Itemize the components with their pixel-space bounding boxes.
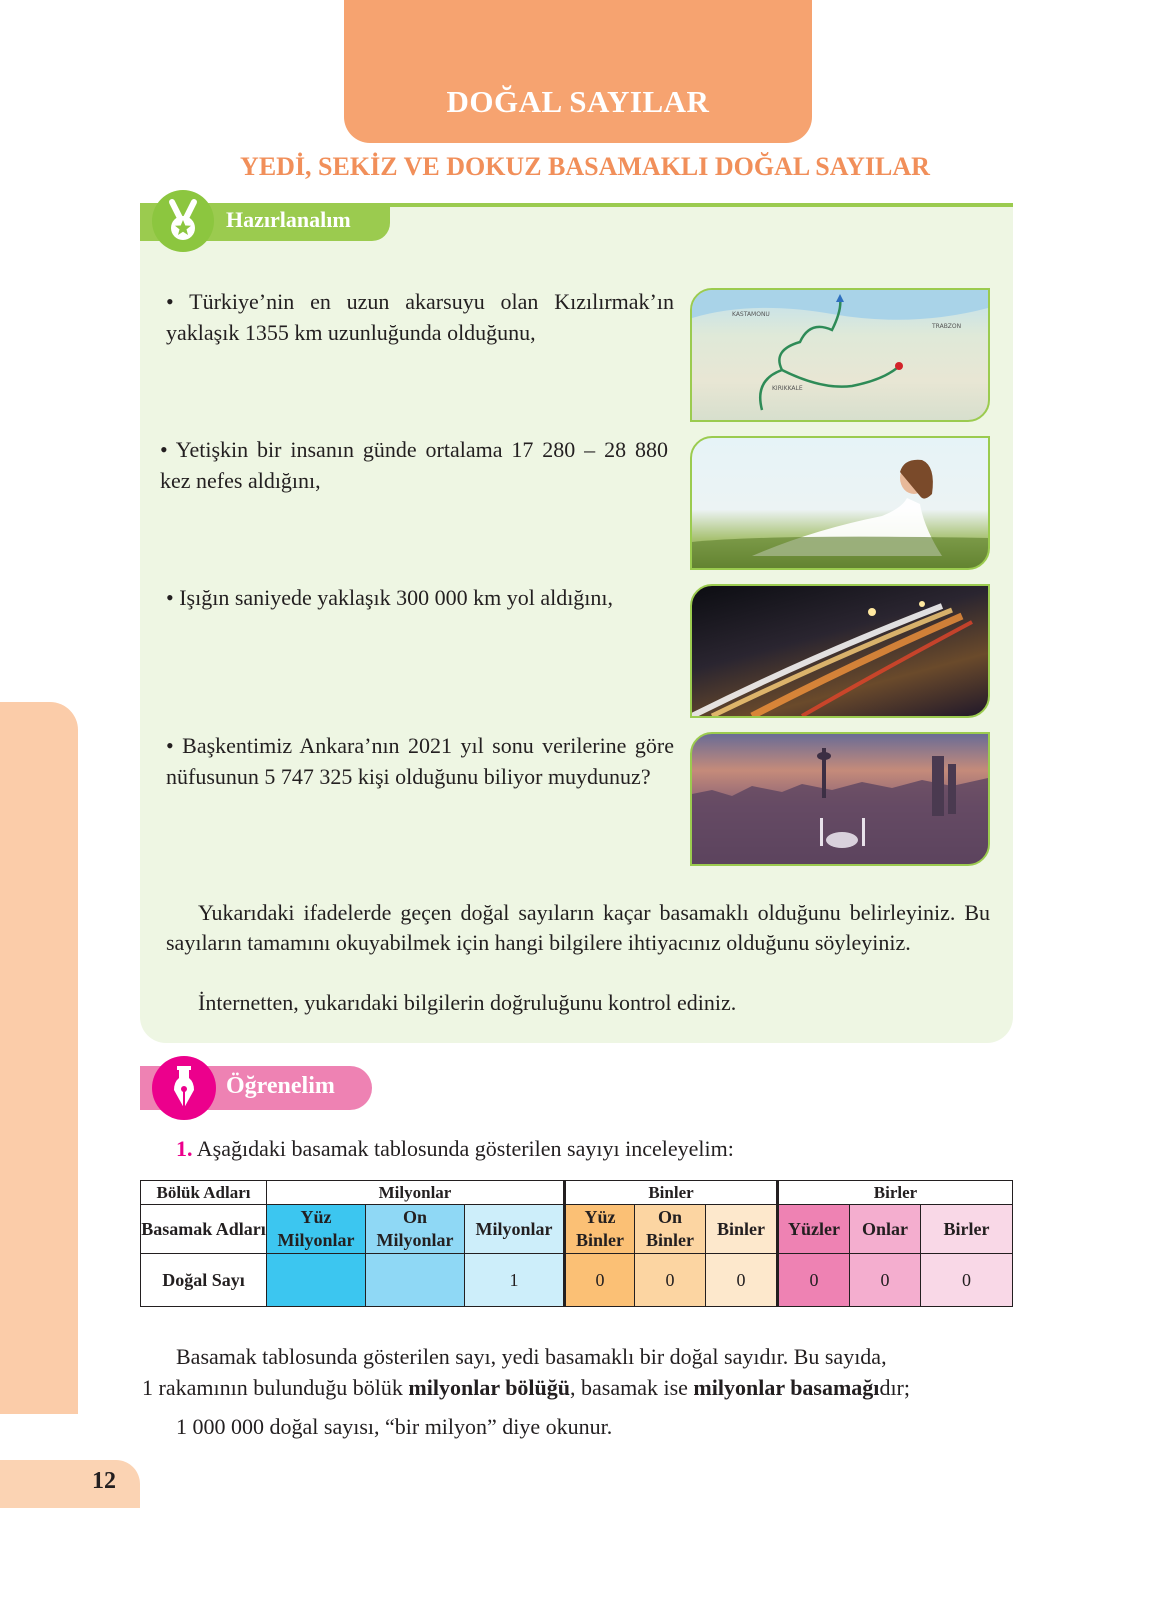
- section-subtitle: YEDİ, SEKİZ VE DOKUZ BASAMAKLI DOĞAL SAYILAR: [240, 152, 930, 181]
- row-header-groups: Bölük Adları: [141, 1181, 267, 1205]
- ankara-city-image: [690, 732, 990, 866]
- digit-cell: [267, 1254, 366, 1307]
- digit-cell: [366, 1254, 465, 1307]
- question-1: [176, 1136, 734, 1162]
- table-row: [141, 1205, 1013, 1254]
- group-millions: Milyonlar: [267, 1181, 565, 1205]
- explanation-line-2: 1 rakamının bulunduğu bölük milyonlar bölüğü, basamak ise milyonlar basamağıdır;: [142, 1375, 910, 1400]
- prepare-instruction: Yukarıdaki ifadelerde geçen doğal sayıların kaçar basamaklı olduğunu belirleyiniz. Bu sayıların tamamını okuyabilmek için hangi bilgilere ihtiyacınız olduğunu söyleyiniz.: [166, 900, 990, 955]
- place-millions: Milyonlar: [465, 1205, 565, 1254]
- fact-ankara: • Başkentimiz Ankara’nın 2021 yıl sonu verilerine göre nüfusunun 5 747 325 kişi olduğunu biliyor muydunuz?: [166, 733, 674, 789]
- question-text: Aşağıdaki basamak tablosunda gösterilen sayıyı inceleyelim:: [192, 1136, 734, 1161]
- row-header-places: Basamak Adları: [141, 1205, 267, 1254]
- svg-text:KASTAMONU: KASTAMONU: [732, 311, 770, 318]
- table-row: [141, 1181, 1013, 1205]
- explanation-line-1: Basamak tablosunda gösterilen sayı, yedi basamaklı bir doğal sayıdır. Bu sayıda,: [176, 1344, 887, 1369]
- fact-light-speed: • Işığın saniyede yaklaşık 300 000 km yol aldığını,: [166, 585, 614, 610]
- bold-term: milyonlar basamağı: [693, 1375, 880, 1400]
- row-header-number: Doğal Sayı: [141, 1254, 267, 1307]
- title-tab: [344, 0, 812, 143]
- explanation-line-3: 1 000 000 doğal sayısı, “bir milyon” diye okunur.: [176, 1414, 613, 1439]
- fact-breathing: • Yetişkin bir insanın günde ortalama 17 280 – 28 880 kez nefes aldığını,: [160, 437, 668, 493]
- kizilirmak-map-image: [690, 288, 990, 422]
- place-hundred-thousands: Yüz Binler: [565, 1205, 635, 1254]
- digit-cell: 0: [778, 1254, 850, 1307]
- learn-label: Öğrenelim: [226, 1073, 335, 1099]
- digit-cell: 0: [921, 1254, 1013, 1307]
- question-number: 1.: [176, 1136, 193, 1161]
- digit-cell: 0: [635, 1254, 706, 1307]
- place-ten-millions: On Milyonlar: [366, 1205, 465, 1254]
- page-number: 12: [92, 1468, 116, 1494]
- svg-text:TRABZON: TRABZON: [932, 323, 962, 330]
- group-ones: Birler: [778, 1181, 1013, 1205]
- pen-nib-icon: [152, 1056, 216, 1120]
- fact-kizilirmak: • Türkiye’nin en uzun akarsuyu olan Kızılırmak’ın yaklaşık 1355 km uzunluğunda olduğunu,: [166, 289, 674, 345]
- svg-text:KIRIKKALE: KIRIKKALE: [772, 385, 803, 392]
- place-thousands: Binler: [706, 1205, 778, 1254]
- digit-cell: 0: [565, 1254, 635, 1307]
- group-thousands: Binler: [565, 1181, 778, 1205]
- page-title: DOĞAL SAYILAR: [446, 84, 710, 119]
- bold-term: milyonlar bölüğü: [408, 1375, 571, 1400]
- medal-icon: [152, 190, 214, 252]
- digit-cell: 0: [706, 1254, 778, 1307]
- side-decor-bar: [0, 702, 78, 1414]
- table-row: [141, 1254, 1013, 1307]
- breathing-woman-image: [690, 436, 990, 570]
- place-hundreds: Yüzler: [778, 1205, 850, 1254]
- place-value-table: [140, 1180, 1013, 1307]
- page-number-tab: [0, 1460, 140, 1508]
- place-ten-thousands: On Binler: [635, 1205, 706, 1254]
- digit-cell: 0: [850, 1254, 921, 1307]
- prepare-check: İnternetten, yukarıdaki bilgilerin doğruluğunu kontrol ediniz.: [198, 990, 737, 1015]
- highway-lights-image: [690, 584, 990, 718]
- place-hundred-millions: Yüz Milyonlar: [267, 1205, 366, 1254]
- digit-cell: 1: [465, 1254, 565, 1307]
- prepare-label: Hazırlanalım: [226, 207, 351, 232]
- place-tens: Onlar: [850, 1205, 921, 1254]
- place-ones: Birler: [921, 1205, 1013, 1254]
